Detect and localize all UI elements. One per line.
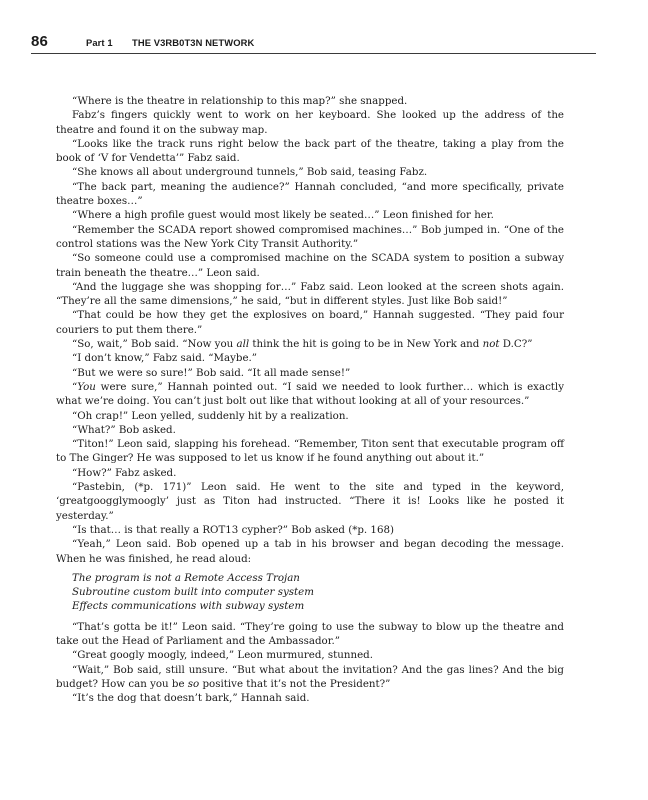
emphasis: You <box>77 380 96 393</box>
paragraph: “And the luggage she was shopping for…” Fabz said. Leon looked at the screen shots again. “They’re all the same dimensions,” he said, “but in different styles. Just like Bob said!” <box>56 280 564 308</box>
text-span: were sure,” Hannah pointed out. “I said we needed to look further… which is exactly what we’re doing. You can’t just bolt out like that without looking at all of your resources.” <box>56 380 564 408</box>
paragraph: “Is that… is that really a ROT13 cypher?” Bob asked (*p. 168) <box>72 523 394 536</box>
paragraph: “Looks like the track runs right below the back part of the theatre, taking a play from the book of ‘V for Vendetta’” Fabz said. <box>56 137 564 165</box>
paragraph: “Remember the SCADA report showed compromised machines…” Bob jumped in. “One of the control stations was the New York City Transit Authority.” <box>56 223 564 250</box>
paragraph: “Where a high profile guest would most likely be seated…” Leon finished for her. <box>72 209 494 222</box>
paragraph: “So someone could use a compromised machine on the SCADA system to position a subway train beneath the theatre…” Leon said. <box>56 252 564 279</box>
paragraph: “That could be how they get the explosives on board,” Hannah suggested. “They paid four couriers to put them there.” <box>56 309 564 336</box>
decoded-message-block <box>72 571 564 614</box>
paragraph: “Great googly moogly, indeed,” Leon murmured, stunned. <box>72 649 373 662</box>
emphasis: not <box>482 338 500 351</box>
running-header <box>31 33 596 54</box>
paragraph: “The back part, meaning the audience?” Hannah concluded, “and more specifically, private theatre boxes…” <box>56 180 564 208</box>
text-span: think the hit is going to be in New York and <box>249 338 483 351</box>
text-span: positive that it’s not the President?” <box>199 677 391 690</box>
page-number: 86 <box>31 33 49 50</box>
decoded-line: The program is not a Remote Access Trojan <box>72 571 300 584</box>
paragraph <box>56 337 564 351</box>
part-title: THE V3RB0T3N NETWORK <box>132 37 255 48</box>
paragraph: “But we were so sure!” Bob said. “It all made sense!” <box>72 366 351 379</box>
paragraph: “Oh crap!” Leon yelled, suddenly hit by a realization. <box>72 409 349 422</box>
paragraph: “I don’t know,” Fabz said. “Maybe.” <box>72 352 258 365</box>
paragraph: “Pastebin, (*p. 171)” Leon said. He went to the site and typed in the keyword, ‘greatgoogglymoogly’ just as Titon had instructed. “There it is! Looks like he posted it yesterday.” <box>56 481 564 522</box>
paragraph: Fabz’s fingers quickly went to work on her keyboard. She looked up the address of the theatre and found it on the subway map. <box>56 109 564 136</box>
emphasis: all <box>236 338 250 351</box>
paragraph: “She knows all about underground tunnels,” Bob said, teasing Fabz. <box>72 166 428 179</box>
text-span: “ <box>72 380 78 393</box>
text-span: “Wait,” Bob said, still unsure. “But what about the invitation? And the gas lines? And the big budget? How can you be <box>56 663 564 690</box>
paragraph: “Yeah,” Leon said. Bob opened up a tab in his browser and began decoding the message. When he was finished, he read aloud: <box>56 538 564 565</box>
paragraph: “Titon!” Leon said, slapping his forehead. “Remember, Titon sent that executable program off to The Ginger? He was supposed to let us know if he found anything out about it.” <box>56 438 564 465</box>
emphasis: so <box>187 677 200 690</box>
paragraph <box>56 663 564 692</box>
decoded-line: Effects communications with subway system <box>72 600 305 613</box>
paragraph <box>56 380 564 409</box>
decoded-line: Subroutine custom built into computer system <box>72 586 314 599</box>
text-span: “So, wait,” Bob said. “Now you <box>72 338 237 351</box>
part-label: Part 1 <box>86 37 113 48</box>
paragraph: “What?” Bob asked. <box>72 423 176 436</box>
paragraph: “How?” Fabz asked. <box>72 466 177 479</box>
text-span: D.C?” <box>499 338 533 351</box>
body-text <box>56 94 564 705</box>
paragraph: “That’s gotta be it!” Leon said. “They’re going to use the subway to blow up the theatre and take out the Head of Parliament and the Ambassador.” <box>56 620 564 647</box>
paragraph: “It’s the dog that doesn’t bark,” Hannah said. <box>72 692 310 705</box>
paragraph: “Where is the theatre in relationship to this map?” she snapped. <box>72 95 408 107</box>
